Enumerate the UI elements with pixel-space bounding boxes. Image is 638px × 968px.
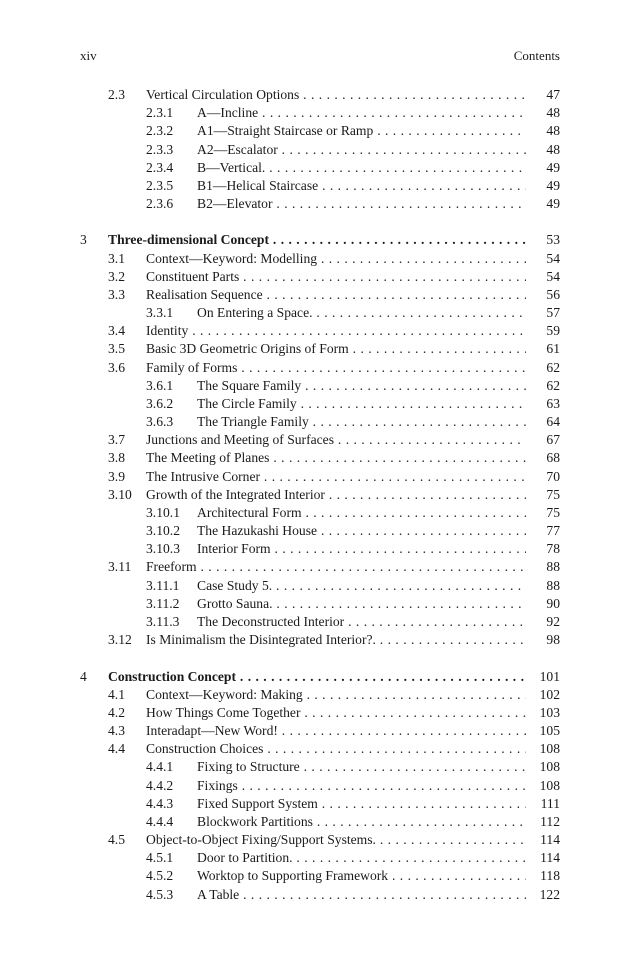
toc-entry[interactable] xyxy=(80,122,560,140)
toc-entry-title: B—Vertical. . . . xyxy=(197,159,526,177)
toc-entry-number: 4.5 xyxy=(108,832,125,848)
toc-entry-number: 3 xyxy=(80,232,87,248)
toc-entry-title: Construction Choices . . . xyxy=(146,740,526,758)
page-number: xiv xyxy=(80,48,97,63)
toc-entry-page: 47 xyxy=(546,87,560,102)
toc-entry-title: A1—Straight Staircase or Ramp . . . xyxy=(197,122,526,140)
toc-entry-number: 3.11.1 xyxy=(146,577,180,593)
toc-entry-title: Identity . . . xyxy=(146,322,526,340)
toc-entry[interactable] xyxy=(80,377,560,395)
toc-entry-number: 3.10.3 xyxy=(146,541,180,557)
toc-entry-page: 75 xyxy=(546,504,560,520)
toc-entry-number: 2.3.4 xyxy=(146,159,174,175)
toc-entry[interactable] xyxy=(80,195,560,213)
toc-entry-title: Construction Concept . . . xyxy=(108,668,526,686)
toc-entry-number: 3.12 xyxy=(108,632,132,648)
toc-entry-number: 4.3 xyxy=(108,723,125,739)
toc-entry-title: Grotto Sauna. . . . xyxy=(197,595,526,613)
toc-entry-page: 53 xyxy=(546,232,560,248)
toc-entry[interactable] xyxy=(80,777,560,795)
toc-entry-page: 102 xyxy=(539,686,560,702)
toc-entry-page: 108 xyxy=(539,759,560,775)
toc-entry-page: 103 xyxy=(539,704,560,720)
toc-entry-page: 54 xyxy=(546,268,560,284)
toc-entry[interactable] xyxy=(80,250,560,268)
toc-entry[interactable] xyxy=(80,395,560,413)
toc-entry-title: Three-dimensional Concept . . . xyxy=(108,231,526,249)
toc-entry-number: 4.4.3 xyxy=(146,795,174,811)
toc-entry-page: 62 xyxy=(546,359,560,375)
toc-entry-page: 56 xyxy=(546,286,560,302)
toc-entry-number: 3.11.2 xyxy=(146,595,180,611)
toc-entry-number: 2.3.5 xyxy=(146,177,174,193)
toc-entry-page: 57 xyxy=(546,305,560,321)
toc-entry[interactable] xyxy=(80,704,560,722)
toc-entry-title: B2—Elevator . . . xyxy=(197,195,526,213)
toc-chapter-entry[interactable] xyxy=(80,231,560,249)
toc-entry[interactable] xyxy=(80,304,560,322)
toc-entry-title: The Intrusive Corner . . . xyxy=(146,468,526,486)
toc-entry[interactable] xyxy=(80,577,560,595)
toc-entry-title: Fixing to Structure . . . xyxy=(197,758,526,776)
toc-entry-number: 2.3.3 xyxy=(146,141,174,157)
toc-entry-number: 3.9 xyxy=(108,468,125,484)
toc-entry[interactable] xyxy=(80,359,560,377)
toc-entry-page: 49 xyxy=(546,196,560,212)
toc-entry-title: Object-to-Object Fixing/Support Systems. . . . xyxy=(146,831,526,849)
toc-entry-page: 88 xyxy=(546,559,560,575)
toc-entry-number: 3.10.1 xyxy=(146,504,180,520)
toc-entry[interactable] xyxy=(80,613,560,631)
toc-entry-page: 49 xyxy=(546,177,560,193)
toc-entry-page: 61 xyxy=(546,341,560,357)
toc-entry-title: The Circle Family . . . xyxy=(197,395,526,413)
toc-entry-page: 114 xyxy=(540,832,560,848)
toc-entry-number: 2.3.1 xyxy=(146,105,174,121)
toc-entry-title: Family of Forms . . . xyxy=(146,359,526,377)
toc-entry-page: 67 xyxy=(546,432,560,448)
toc-entry[interactable] xyxy=(80,141,560,159)
toc-entry[interactable] xyxy=(80,522,560,540)
toc-entry-page: 105 xyxy=(539,723,560,739)
running-head-title: Contents xyxy=(513,48,560,63)
toc-entry[interactable] xyxy=(80,595,560,613)
toc-entry-page: 70 xyxy=(546,468,560,484)
toc-entry-page: 112 xyxy=(540,813,560,829)
toc-entry-title: Constituent Parts . . . xyxy=(146,268,526,286)
toc-entry-title: Basic 3D Geometric Origins of Form . . . xyxy=(146,340,526,358)
toc-entry-number: 3.11 xyxy=(108,559,132,575)
toc-entry-page: 63 xyxy=(546,395,560,411)
toc-entry[interactable] xyxy=(80,849,560,867)
toc-entry-title: The Triangle Family . . . xyxy=(197,413,526,431)
toc-entry[interactable] xyxy=(80,504,560,522)
toc-entry-number: 4.4 xyxy=(108,741,125,757)
toc-entry-title: The Hazukashi House . . . xyxy=(197,522,526,540)
toc-entry-page: 114 xyxy=(540,850,560,866)
toc-entry-title: A2—Escalator . . . xyxy=(197,141,526,159)
toc-chapter-entry[interactable] xyxy=(80,668,560,686)
toc-entry[interactable] xyxy=(80,322,560,340)
toc-entry-title: Interior Form . . . xyxy=(197,540,526,558)
toc-entry-page: 122 xyxy=(539,886,560,902)
toc-entry[interactable] xyxy=(80,159,560,177)
toc-entry[interactable] xyxy=(80,86,560,104)
toc-entry[interactable] xyxy=(80,813,560,831)
toc-entry[interactable] xyxy=(80,104,560,122)
toc-entry-page: 68 xyxy=(546,450,560,466)
toc-entry-title: Freeform . . . xyxy=(146,558,526,576)
toc-entry[interactable] xyxy=(80,867,560,885)
toc-entry-number: 2.3.2 xyxy=(146,123,174,139)
toc-entry-page: 78 xyxy=(546,541,560,557)
toc-entry[interactable] xyxy=(80,268,560,286)
toc-entry-title: Blockwork Partitions . . . xyxy=(197,813,526,831)
toc-entry-number: 3.3 xyxy=(108,286,125,302)
toc-entry-page: 98 xyxy=(546,632,560,648)
toc-entry-title: The Meeting of Planes . . . xyxy=(146,449,526,467)
toc-entry-number: 2.3 xyxy=(108,87,125,102)
toc-entry-page: 90 xyxy=(546,595,560,611)
toc-entry-number: 3.5 xyxy=(108,341,125,357)
toc-entry-title: Worktop to Supporting Framework . . . xyxy=(197,867,526,885)
toc-entry[interactable] xyxy=(80,431,560,449)
toc-entry-page: 92 xyxy=(546,613,560,629)
toc-entry-title: Realisation Sequence . . . xyxy=(146,286,526,304)
toc-entry-title: Growth of the Integrated Interior . . . xyxy=(146,486,526,504)
toc-entry-page: 118 xyxy=(540,868,560,884)
toc-entry-number: 4.4.1 xyxy=(146,759,174,775)
toc-entry[interactable] xyxy=(80,540,560,558)
toc-entry-number: 3.11.3 xyxy=(146,613,180,629)
toc-entry-number: 3.6.3 xyxy=(146,414,174,430)
toc-entry-title: How Things Come Together . . . xyxy=(146,704,526,722)
toc-entry-title: Door to Partition. . . . xyxy=(197,849,526,867)
toc-entry-number: 4.1 xyxy=(108,686,125,702)
toc-entry[interactable] xyxy=(80,340,560,358)
toc-entry[interactable] xyxy=(80,286,560,304)
toc-entry-title: A—Incline . . . xyxy=(197,104,526,122)
toc-entry-title: The Square Family . . . xyxy=(197,377,526,395)
toc-entry-number: 3.10 xyxy=(108,486,132,502)
toc-entry-number: 3.2 xyxy=(108,268,125,284)
toc-entry-title: Fixings . . . xyxy=(197,777,526,795)
toc-entry-number: 3.6 xyxy=(108,359,125,375)
toc-entry-title: Context—Keyword: Making . . . xyxy=(146,686,526,704)
toc-entry-number: 3.3.1 xyxy=(146,305,174,321)
toc-entry-page: 111 xyxy=(540,795,560,811)
toc-entry[interactable] xyxy=(80,831,560,849)
toc-entry-page: 48 xyxy=(546,123,560,139)
table-of-contents xyxy=(80,86,560,904)
toc-entry-title: Interadapt—New Word! . . . xyxy=(146,722,526,740)
toc-entry-number: 3.4 xyxy=(108,323,125,339)
toc-entry-number: 3.1 xyxy=(108,250,125,266)
toc-entry-title: Is Minimalism the Disintegrated Interior?. . . . xyxy=(146,631,526,649)
toc-entry-page: 59 xyxy=(546,323,560,339)
toc-entry-number: 4.5.2 xyxy=(146,868,174,884)
toc-entry[interactable] xyxy=(80,468,560,486)
toc-entry-title: Junctions and Meeting of Surfaces . . . xyxy=(146,431,526,449)
toc-entry-page: 48 xyxy=(546,105,560,121)
toc-entry-title: B1—Helical Staircase . . . xyxy=(197,177,526,195)
toc-entry-title: A Table . . . xyxy=(197,886,526,904)
toc-entry[interactable] xyxy=(80,740,560,758)
section-gap xyxy=(80,213,560,231)
toc-entry[interactable] xyxy=(80,449,560,467)
toc-entry-number: 4.4.4 xyxy=(146,813,174,829)
toc-entry-page: 108 xyxy=(539,741,560,757)
toc-entry-number: 4.4.2 xyxy=(146,777,174,793)
toc-entry-title: The Deconstructed Interior . . . xyxy=(197,613,526,631)
toc-entry-title: Architectural Form . . . xyxy=(197,504,526,522)
toc-entry-number: 2.3.6 xyxy=(146,196,174,212)
toc-entry[interactable] xyxy=(80,722,560,740)
section-gap xyxy=(80,649,560,667)
toc-entry-number: 4.2 xyxy=(108,704,125,720)
toc-entry-number: 4 xyxy=(80,668,87,684)
toc-entry[interactable] xyxy=(80,486,560,504)
toc-entry-number: 4.5.1 xyxy=(146,850,174,866)
toc-entry-page: 75 xyxy=(546,486,560,502)
toc-entry-page: 88 xyxy=(546,577,560,593)
toc-entry-page: 62 xyxy=(546,377,560,393)
toc-entry-title: Case Study 5. . . . xyxy=(197,577,526,595)
toc-entry-page: 108 xyxy=(539,777,560,793)
toc-entry-title: Vertical Circulation Options . . . xyxy=(146,86,526,104)
toc-entry[interactable] xyxy=(80,795,560,813)
toc-entry-page: 64 xyxy=(546,414,560,430)
toc-entry-page: 54 xyxy=(546,250,560,266)
toc-entry-number: 3.6.2 xyxy=(146,395,174,411)
toc-entry[interactable] xyxy=(80,558,560,576)
toc-entry-number: 3.8 xyxy=(108,450,125,466)
toc-entry-page: 101 xyxy=(539,668,560,684)
toc-entry-number: 3.7 xyxy=(108,432,125,448)
toc-entry[interactable] xyxy=(80,177,560,195)
toc-entry-page: 77 xyxy=(546,523,560,539)
toc-entry[interactable] xyxy=(80,686,560,704)
toc-entry-number: 3.10.2 xyxy=(146,523,180,539)
toc-entry[interactable] xyxy=(80,413,560,431)
toc-entry-number: 4.5.3 xyxy=(146,886,174,902)
toc-entry-title: Fixed Support System . . . xyxy=(197,795,526,813)
toc-entry-title: On Entering a Space. . . . xyxy=(197,304,526,322)
toc-entry-page: 49 xyxy=(546,159,560,175)
toc-entry[interactable] xyxy=(80,758,560,776)
toc-entry[interactable] xyxy=(80,631,560,649)
toc-entry-page: 48 xyxy=(546,141,560,157)
toc-entry[interactable] xyxy=(80,886,560,904)
toc-entry-number: 3.6.1 xyxy=(146,377,174,393)
toc-entry-title: Context—Keyword: Modelling . . . xyxy=(146,250,526,268)
